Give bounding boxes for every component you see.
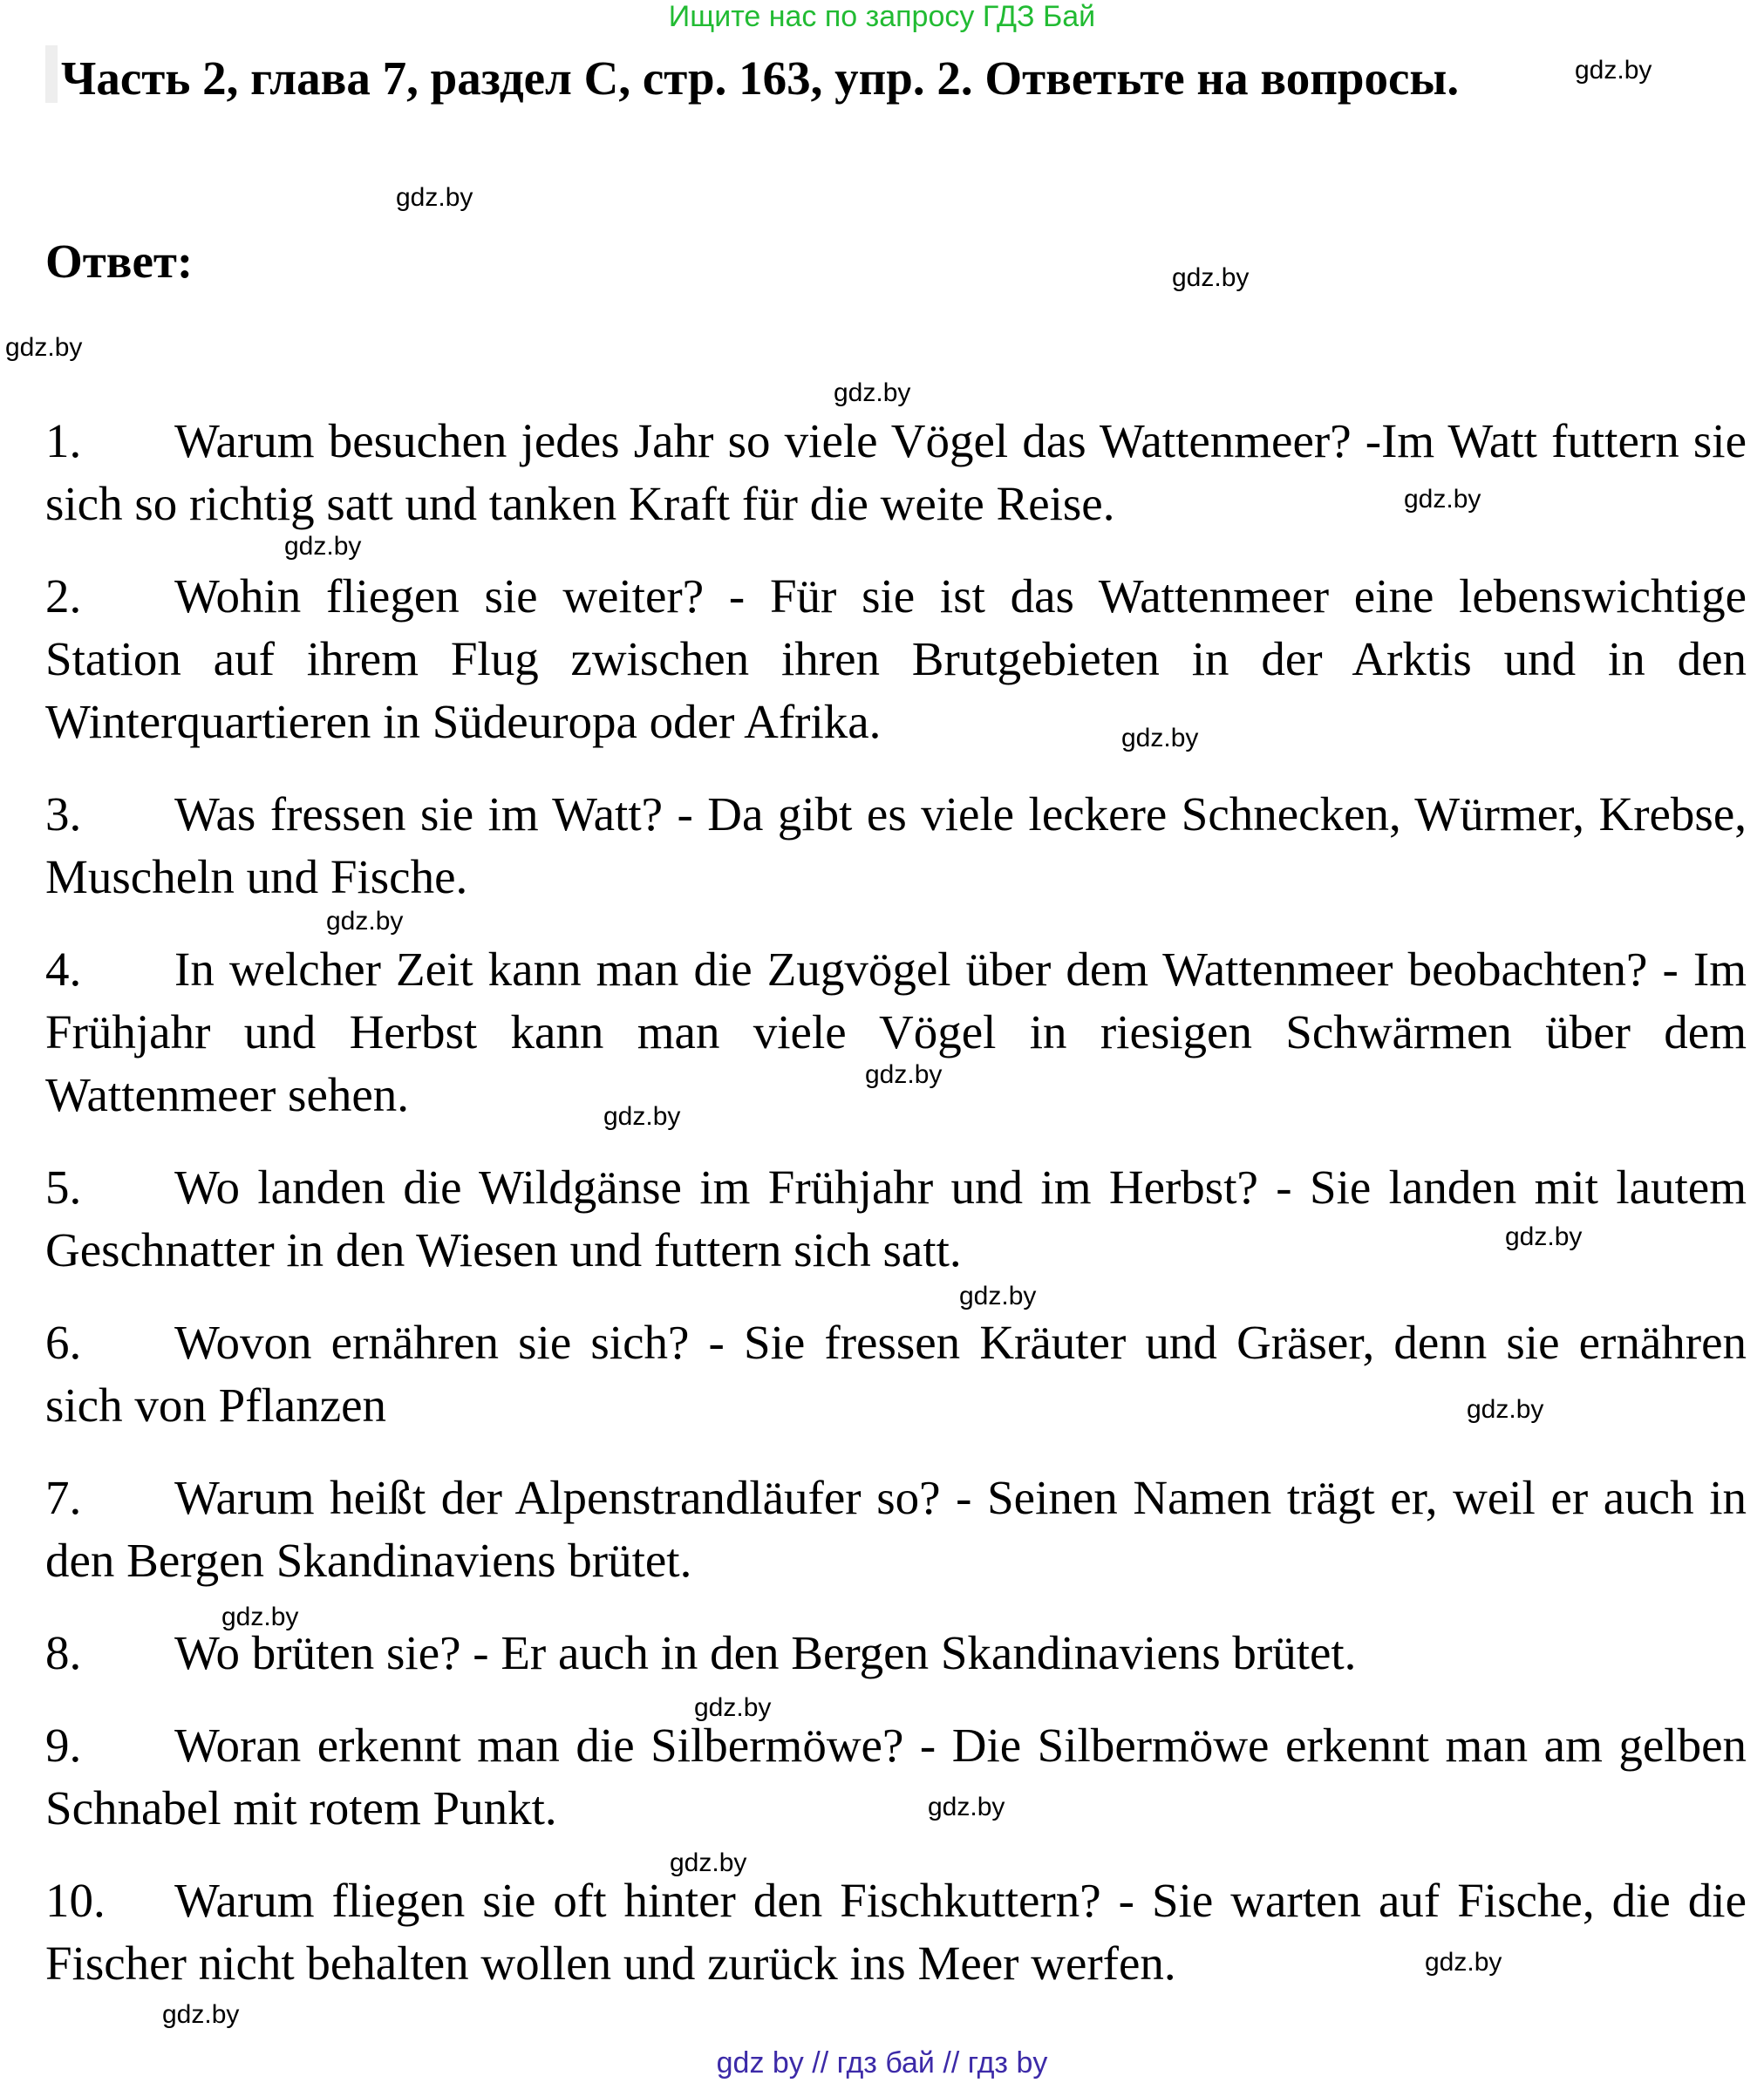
item-number: 9. xyxy=(45,1719,82,1772)
answer-item-1 xyxy=(45,410,1747,535)
item-number: 2. xyxy=(45,569,82,623)
watermark: gdz.by xyxy=(1172,263,1250,292)
watermark: gdz.by xyxy=(396,183,473,212)
answer-item-8 xyxy=(45,1622,1747,1685)
answer-item-5 xyxy=(45,1156,1747,1282)
item-number: 5. xyxy=(45,1161,82,1214)
watermark: gdz.by xyxy=(928,1793,1005,1821)
item-text: In welcher Zeit kann man die Zugvögel über dem Wattenmeer beobachten? - Im Frühjahr und Herbst kann man viele Vögel in riesigen Schwärmen über dem Wattenmeer sehen. xyxy=(45,943,1747,1121)
watermark: gdz.by xyxy=(5,333,83,362)
item-text: Warum fliegen sie oft hinter den Fischkuttern? - Sie warten auf Fische, die die Fischer nicht behalten wollen und zurück ins Meer werfen. xyxy=(45,1874,1747,1990)
watermark: gdz.by xyxy=(221,1603,299,1631)
item-number: 6. xyxy=(45,1316,82,1369)
page-title: Часть 2, глава 7, раздел С, стр. 163, упр. 2. Ответьте на вопросы. xyxy=(61,51,1460,105)
item-number: 8. xyxy=(45,1626,82,1679)
watermark: gdz.by xyxy=(326,907,404,936)
top-banner[interactable]: Ищите нас по запросу ГДЗ Бай xyxy=(668,0,1096,33)
watermark: gdz.by xyxy=(1121,724,1199,752)
item-text: Was fressen sie im Watt? - Da gibt es viele leckere Schnecken, Würmer, Krebse, Muscheln und Fische. xyxy=(45,787,1747,903)
answer-item-3 xyxy=(45,783,1747,909)
watermark: gdz.by xyxy=(1575,56,1652,85)
watermark: gdz.by xyxy=(603,1102,681,1131)
heading-marker xyxy=(45,45,58,103)
item-text: Wo landen die Wildgänse im Frühjahr und im Herbst? - Sie landen mit lautem Geschnatter in den Wiesen und futtern sich satt. xyxy=(45,1161,1747,1276)
item-number: 4. xyxy=(45,943,82,996)
footer-links[interactable]: gdz by // гдз бай // гдз by xyxy=(716,2046,1048,2080)
watermark: gdz.by xyxy=(284,532,362,561)
item-number: 7. xyxy=(45,1471,82,1524)
item-text: Wovon ernähren sie sich? - Sie fressen Kräuter und Gräser, denn sie ernähren sich von Pflanzen xyxy=(45,1316,1747,1432)
item-number: 1. xyxy=(45,414,82,467)
answer-item-7 xyxy=(45,1467,1747,1592)
item-text: Woran erkennt man die Silbermöwe? - Die Silbermöwe erkennt man am gelben Schnabel mit rotem Punkt. xyxy=(45,1719,1747,1835)
item-text: Wohin fliegen sie weiter? - Für sie ist das Wattenmeer eine lebenswichtige Station auf ihrem Flug zwischen ihren Brutgebieten in der Arktis und in den Winterquartieren in Südeuropa oder Afrika. xyxy=(45,569,1747,748)
answer-item-4 xyxy=(45,938,1747,1127)
watermark: gdz.by xyxy=(162,2000,240,2029)
watermark: gdz.by xyxy=(1404,485,1481,514)
item-number: 10. xyxy=(45,1874,106,1927)
answer-item-9 xyxy=(45,1714,1747,1840)
watermark: gdz.by xyxy=(1425,1948,1502,1977)
watermark: gdz.by xyxy=(694,1693,772,1722)
answer-label: Ответ: xyxy=(45,235,194,288)
item-text: Warum besuchen jedes Jahr so viele Vögel das Wattenmeer? -Im Watt futtern sie sich so richtig satt und tanken Kraft für die weite Reise. xyxy=(45,414,1747,530)
watermark: gdz.by xyxy=(670,1848,747,1877)
answer-item-2 xyxy=(45,565,1747,753)
watermark: gdz.by xyxy=(834,378,911,407)
item-number: 3. xyxy=(45,787,82,841)
watermark: gdz.by xyxy=(1467,1395,1544,1424)
watermark: gdz.by xyxy=(959,1282,1037,1310)
watermark: gdz.by xyxy=(865,1060,943,1089)
item-text: Wo brüten sie? - Er auch in den Bergen Skandinaviens brütet. xyxy=(174,1626,1357,1679)
watermark: gdz.by xyxy=(1505,1222,1583,1251)
item-text: Warum heißt der Alpenstrandläufer so? - Seinen Namen trägt er, weil er auch in den Bergen Skandinaviens brütet. xyxy=(45,1471,1747,1587)
